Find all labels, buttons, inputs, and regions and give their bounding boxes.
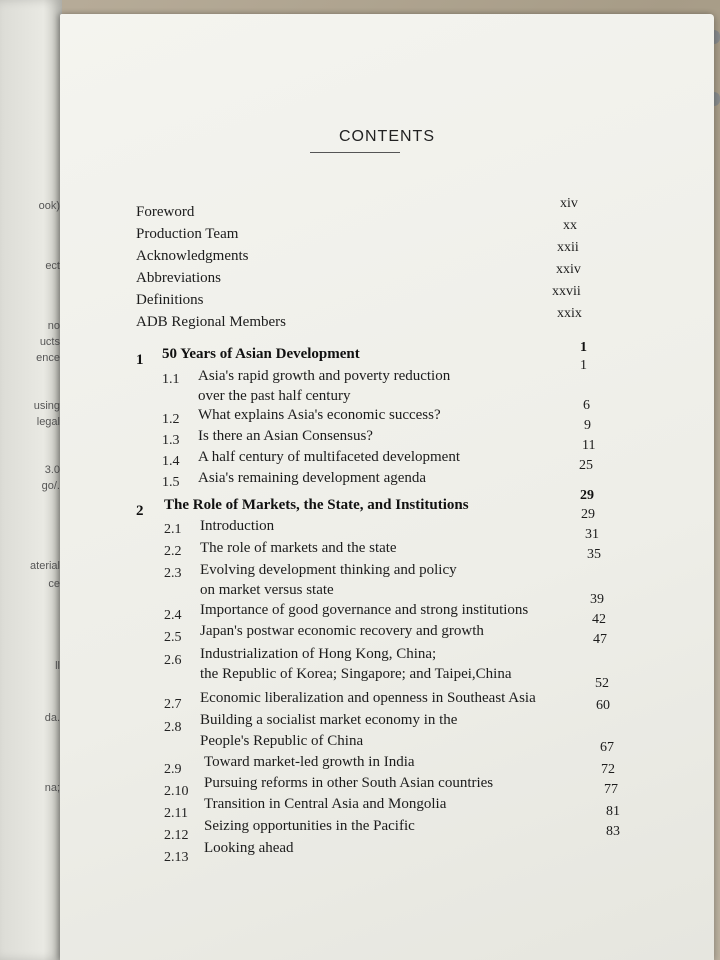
section-title: Looking ahead [204,840,294,856]
left-page-fragment: 3.0 [44,464,60,476]
section-title-continued: the Republic of Korea; Singapore; and Taipei,China [200,666,512,682]
left-page-fragment: ll [55,660,60,672]
section-number: 1.3 [162,433,180,448]
toc-entry-title: Definitions [136,292,204,308]
chapter-title: 50 Years of Asian Development [162,346,360,362]
chapter-number: 2 [136,503,144,519]
left-page-fragment: aterial [30,560,60,572]
section-title: Toward market-led growth in India [204,754,415,770]
contents-page [60,14,714,960]
section-page: 25 [579,458,593,473]
section-title-continued: on market versus state [200,582,334,598]
chapter-page: 29 [580,488,594,503]
section-page: 52 [595,676,609,691]
toc-entry-page: xx [563,218,577,233]
section-number: 1.1 [162,372,180,387]
title-underline [310,152,400,153]
section-title: Seizing opportunities in the Pacific [204,818,415,834]
left-page-fragment: ect [45,260,60,272]
left-page-fragment: da. [44,712,60,724]
section-page: 47 [593,632,607,647]
section-number: 2.12 [164,828,189,843]
section-number: 2.1 [164,522,182,537]
left-page-fragment: no [47,320,60,332]
left-page-edge [0,0,62,960]
section-title-continued: over the past half century [198,388,351,404]
toc-entry-page: xiv [560,196,578,211]
left-page-fragment: na; [44,782,60,794]
section-page: 81 [606,804,620,819]
section-number: 2.10 [164,784,189,799]
left-page-fragment: using [33,400,60,412]
section-title: Industrialization of Hong Kong, China; [200,646,437,662]
left-page-fragment: ook) [38,200,60,212]
section-number: 2.8 [164,720,182,735]
toc-entry-title: Production Team [136,226,239,242]
section-page: 67 [600,740,614,755]
section-page: 42 [592,612,606,627]
section-title: The role of markets and the state [200,540,397,556]
toc-entry-title: Acknowledgments [136,248,249,264]
left-page-fragment: go/. [41,480,60,492]
section-number: 2.4 [164,608,182,623]
section-title: Pursuing reforms in other South Asian countries [204,775,494,791]
left-page-fragment: ence [36,352,60,364]
section-title-continued: People's Republic of China [200,733,364,749]
page-title: CONTENTS [339,128,435,145]
toc-entry-page: xxii [557,240,579,255]
section-title: A half century of multifaceted development [198,449,460,465]
toc-entry-page: xxix [557,306,582,321]
section-page: 6 [583,398,590,413]
chapter-page: 1 [580,340,587,355]
section-number: 2.9 [164,762,182,777]
section-page: 9 [584,418,591,433]
section-number: 2.3 [164,566,182,581]
toc-entry-title: Foreword [136,204,195,220]
section-page: 60 [596,698,610,713]
section-page: 31 [585,527,599,542]
section-number: 2.6 [164,653,182,668]
section-page: 35 [587,547,601,562]
section-number: 1.2 [162,412,180,427]
section-title: Introduction [200,518,275,534]
section-page: 83 [606,824,620,839]
section-title: Importance of good governance and strong institutions [200,602,529,618]
section-number: 2.5 [164,630,182,645]
left-page-fragment: ucts [39,336,60,348]
section-number: 2.13 [164,850,189,865]
section-title: Japan's postwar economic recovery and growth [200,623,484,639]
section-number: 2.2 [164,544,182,559]
section-title: Asia's remaining development agenda [198,470,427,486]
section-page: 11 [582,438,596,453]
section-page: 39 [590,592,604,607]
section-title: Is there an Asian Consensus? [198,428,373,444]
toc-entry-title: Abbreviations [136,270,221,286]
section-title: Evolving development thinking and policy [200,562,457,578]
section-number: 2.11 [164,806,188,821]
section-page: 29 [581,507,595,522]
section-number: 1.5 [162,475,180,490]
toc-entry-page: xxiv [556,262,581,277]
toc-entry-page: xxvii [552,284,581,299]
section-number: 1.4 [162,454,180,469]
section-title: Building a socialist market economy in the [200,712,458,728]
section-title: Economic liberalization and openness in Southeast Asia [200,690,536,706]
toc-entry-title: ADB Regional Members [136,314,286,330]
left-page-fragment: ce [48,578,60,590]
section-page: 72 [601,762,615,777]
section-title: Asia's rapid growth and poverty reduction [198,368,451,384]
left-page-fragment: legal [36,416,60,428]
section-title: What explains Asia's economic success? [198,407,441,423]
section-page: 1 [580,358,587,373]
section-number: 2.7 [164,697,182,712]
section-title: Transition in Central Asia and Mongolia [204,796,447,812]
section-page: 77 [604,782,618,797]
chapter-title: The Role of Markets, the State, and Institutions [164,497,469,513]
chapter-number: 1 [136,352,144,368]
